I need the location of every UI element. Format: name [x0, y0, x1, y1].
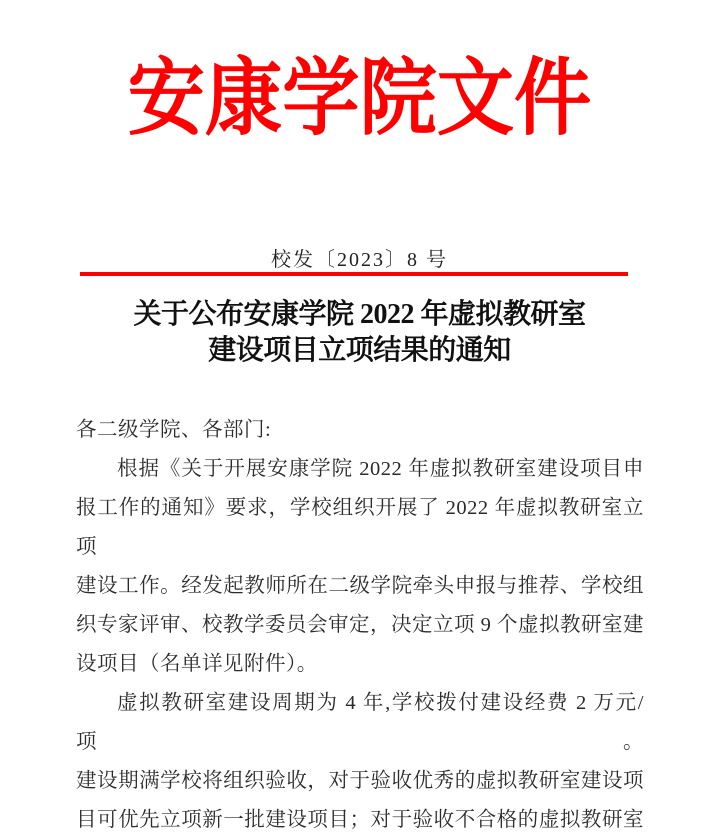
body-text-line: 虚拟教研室建设周期为 4 年,学校拨付建设经费 2 万元/项。 [76, 692, 644, 753]
subject-title-line-1: 关于公布安康学院 2022 年虚拟教研室 [133, 299, 586, 330]
letterhead-title: 安康学院文件 [127, 53, 592, 146]
body-text-line: 建设工作。经发起教师所在二级学院牵头申报与推荐、学校组 [76, 575, 644, 597]
body-text-line: 设项目（名单详见附件）。 [76, 653, 318, 675]
document-body [76, 411, 644, 840]
document-subject-title [0, 297, 719, 369]
body-text-line: 建设期满学校将组织验收，对于验收优秀的虚拟教研室建设项 [76, 770, 644, 792]
body-text-line: 织专家评审、校教学委员会审定，决定立项 9 个虚拟教研室建 [76, 614, 644, 636]
subject-title-line-2: 建设项目立项结果的通知 [208, 335, 511, 366]
red-divider-line [80, 272, 628, 276]
body-text-line: 报工作的通知》要求，学校组织开展了 2022 年虚拟教研室立项 [76, 497, 644, 558]
body-text-line: 目可优先立项新一批建设项目；对于验收不合格的虚拟教研室 [76, 809, 644, 831]
document-number: 校发〔2023〕8 号 [271, 249, 448, 271]
salutation-line: 各二级学院、各部门: [76, 419, 272, 441]
body-text-line: 根据《关于开展安康学院 2022 年虚拟教研室建设项目申 [117, 458, 644, 480]
